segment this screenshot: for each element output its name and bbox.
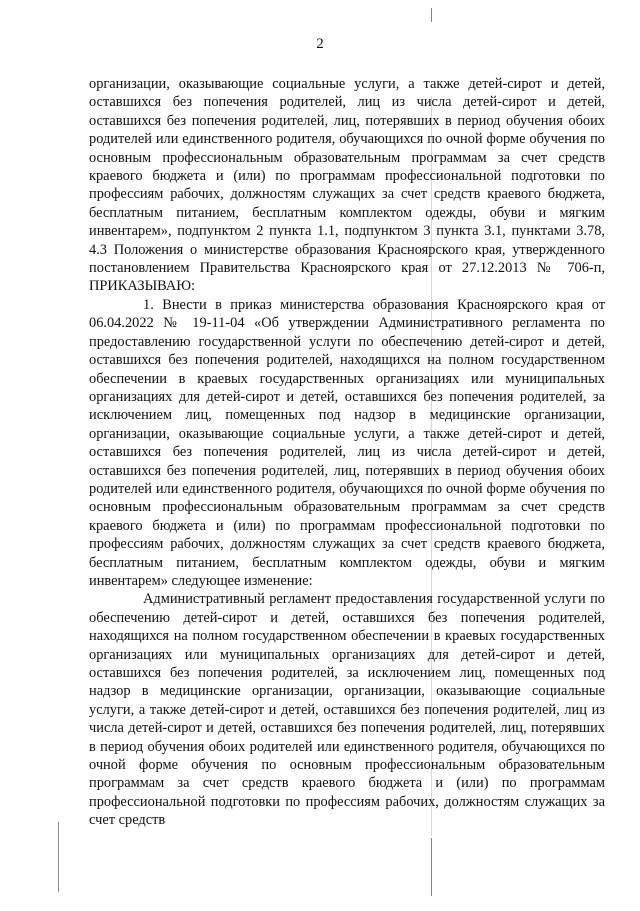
paragraph-regulation: Административный регламент предоставления государственной услуги по обеспечению детей-сирот и детей, оставшихся без попечения родителей, находящихся на полном государственном обеспечении в краевых государственных организациях или муниципальных организациях для детей-сирот и детей, оставшихся без попечения родителей, за исключением лиц, помещенных под надзор в медицинские организации, организации, оказывающие социальные услуги, а также детей-сирот и детей, оставшихся без попечения родителей, лиц из числа детей-сирот и детей, оставшихся без попечения родителей, лиц, потерявших в период обучения обоих родителей или единственного родителя, обучающихся по очной форме обучения по основным профессиональным образовательным программам за счет средств краевого бюджета и (или) по программам профессиональной подготовки по профессиям рабочих, должностям служащих за счет средств — [89, 591, 605, 829]
scan-fold-line-bottom — [431, 838, 432, 896]
paragraph-item-1: 1. Внести в приказ министерства образования Красноярского края от 06.04.2022 № 19-11-04 «Об утверждении Административного регламента по предоставлению государственной услуги по обеспечению детей-сирот и детей, оставшихся без попечения родителей, находящихся на полном государственном обеспечении в краевых государственных организациях или муниципальных организациях для детей-сирот и детей, оставшихся без попечения родителей, за исключением лиц, помещенных под надзор в медицинские организации, организации, оказывающие социальные услуги, а также детей-сирот и детей, оставшихся без попечения родителей, лиц из числа детей-сирот и детей, оставшихся без попечения родителей, лиц, потерявших в период обучения обоих родителей или единственного родителя, обучающихся по очной форме обучения по основным профессиональным образовательным программам за счет средств краевого бюджета и (или) по программам профессиональной подготовки по профессиям рабочих, должностям служащих за счет средств краевого бюджета, бесплатным питанием, бесплатным комплектом одежды, обуви и мягким инвентарем» следующее изменение: — [89, 296, 605, 589]
page-number: 2 — [316, 36, 324, 52]
scan-fold-line-main — [431, 96, 432, 836]
scan-fold-line-top — [431, 8, 432, 22]
paragraph-continuation: организации, оказывающие социальные услуги, а также детей-сирот и детей, оставшихся без попечения родителей, лиц из числа детей-сирот и детей, оставшихся без попечения родителей, лиц, потерявших в период обучения обоих родителей или единственного родителя, обучающихся по очной форме обучения по основным профессиональным образовательным программам за счет средств краевого бюджета и (или) по программам профессиональной подготовки по профессиям рабочих, должностям служащих за счет средств краевого бюджета, бесплатным питанием, бесплатным комплектом одежды, обуви и мягким инвентарем», подпунктом 2 пункта 1.1, подпунктом 3 пункта 3.1, пунктами 3.78, 4.3 Положения о министерстве образования Красноярского края, утвержденного постановлением Правительства Красноярского края от 27.12.2013 № 706-п, ПРИКАЗЫВАЮ: — [89, 76, 605, 295]
scan-edge-line-left — [58, 822, 59, 892]
document-body — [89, 75, 605, 830]
